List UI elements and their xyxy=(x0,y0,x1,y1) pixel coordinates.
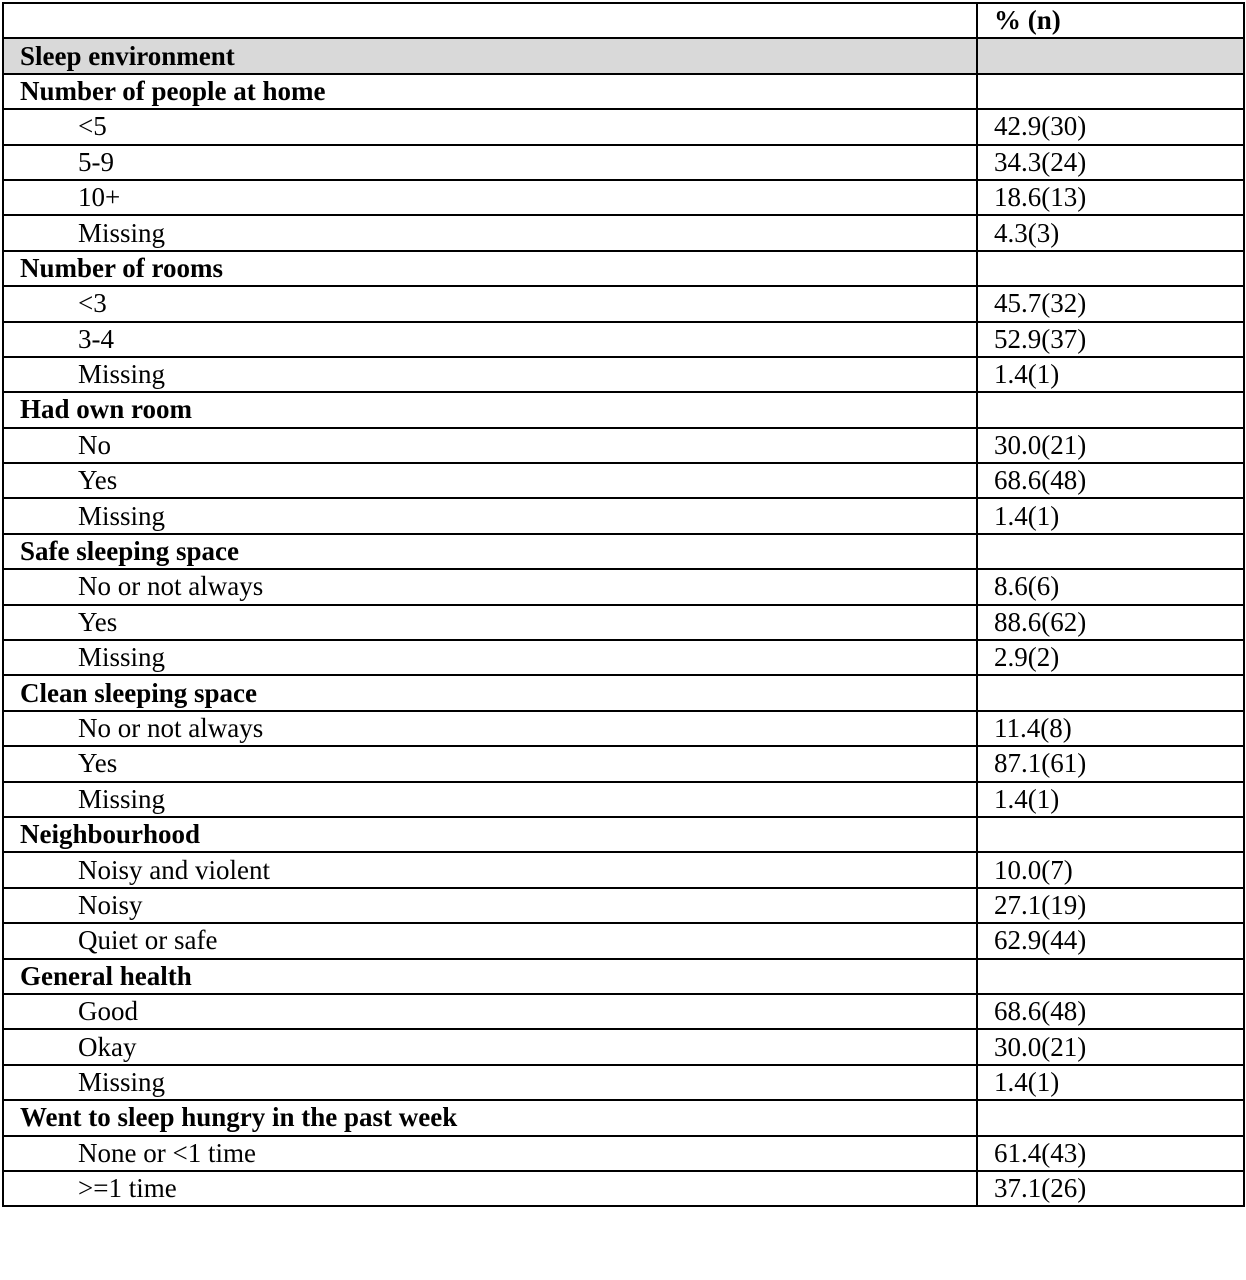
row-value: 87.1(61) xyxy=(977,746,1244,781)
table-row xyxy=(3,215,1244,250)
row-label: Missing xyxy=(3,782,977,817)
row-label: No xyxy=(3,428,977,463)
row-value: 37.1(26) xyxy=(977,1171,1244,1206)
row-value: 42.9(30) xyxy=(977,109,1244,144)
variable-value-cell xyxy=(977,251,1244,286)
row-value: 61.4(43) xyxy=(977,1136,1244,1171)
sleep-environment-table xyxy=(2,2,1245,1207)
section-row xyxy=(3,38,1244,73)
table-row xyxy=(3,322,1244,357)
table-row xyxy=(3,994,1244,1029)
row-label: Missing xyxy=(3,215,977,250)
variable-title: Had own room xyxy=(3,392,977,427)
variable-title: Went to sleep hungry in the past week xyxy=(3,1100,977,1135)
row-label: >=1 time xyxy=(3,1171,977,1206)
row-value: 27.1(19) xyxy=(977,888,1244,923)
variable-value-cell xyxy=(977,959,1244,994)
row-value: 1.4(1) xyxy=(977,782,1244,817)
table-row xyxy=(3,463,1244,498)
table-row xyxy=(3,711,1244,746)
header-value-cell: % (n) xyxy=(977,3,1244,38)
variable-value-cell xyxy=(977,534,1244,569)
header-label-cell xyxy=(3,3,977,38)
table-row xyxy=(3,888,1244,923)
row-label: Yes xyxy=(3,746,977,781)
table-row xyxy=(3,180,1244,215)
variable-value-cell xyxy=(977,1100,1244,1135)
row-value: 68.6(48) xyxy=(977,994,1244,1029)
table-row xyxy=(3,923,1244,958)
table-header-row xyxy=(3,3,1244,38)
row-label: 10+ xyxy=(3,180,977,215)
variable-row xyxy=(3,817,1244,852)
row-value: 1.4(1) xyxy=(977,498,1244,533)
table-row xyxy=(3,286,1244,321)
table-row xyxy=(3,1136,1244,1171)
table-body xyxy=(3,3,1244,1206)
table-row xyxy=(3,852,1244,887)
table-row xyxy=(3,145,1244,180)
row-label: Yes xyxy=(3,463,977,498)
table-row xyxy=(3,1065,1244,1100)
table-row xyxy=(3,109,1244,144)
row-value: 30.0(21) xyxy=(977,1029,1244,1064)
row-value: 45.7(32) xyxy=(977,286,1244,321)
table-row xyxy=(3,640,1244,675)
variable-row xyxy=(3,675,1244,710)
table-row xyxy=(3,746,1244,781)
row-label: Good xyxy=(3,994,977,1029)
row-label: Missing xyxy=(3,1065,977,1100)
row-label: Noisy xyxy=(3,888,977,923)
row-label: Noisy and violent xyxy=(3,852,977,887)
row-value: 11.4(8) xyxy=(977,711,1244,746)
row-label: Okay xyxy=(3,1029,977,1064)
table-row xyxy=(3,357,1244,392)
row-label: Quiet or safe xyxy=(3,923,977,958)
row-label: <5 xyxy=(3,109,977,144)
row-value: 2.9(2) xyxy=(977,640,1244,675)
section-value-cell xyxy=(977,38,1244,73)
variable-title: Number of people at home xyxy=(3,74,977,109)
table-row xyxy=(3,1029,1244,1064)
table-row xyxy=(3,569,1244,604)
variable-row xyxy=(3,251,1244,286)
table-row xyxy=(3,498,1244,533)
row-value: 68.6(48) xyxy=(977,463,1244,498)
variable-value-cell xyxy=(977,392,1244,427)
row-value: 52.9(37) xyxy=(977,322,1244,357)
row-label: 5-9 xyxy=(3,145,977,180)
row-label: No or not always xyxy=(3,711,977,746)
row-label: Missing xyxy=(3,498,977,533)
variable-row xyxy=(3,959,1244,994)
row-value: 62.9(44) xyxy=(977,923,1244,958)
row-value: 4.3(3) xyxy=(977,215,1244,250)
row-value: 1.4(1) xyxy=(977,357,1244,392)
row-label: 3-4 xyxy=(3,322,977,357)
section-title: Sleep environment xyxy=(3,38,977,73)
table-row xyxy=(3,428,1244,463)
variable-value-cell xyxy=(977,817,1244,852)
row-value: 1.4(1) xyxy=(977,1065,1244,1100)
row-value: 8.6(6) xyxy=(977,569,1244,604)
variable-row xyxy=(3,1100,1244,1135)
row-label: Missing xyxy=(3,640,977,675)
variable-value-cell xyxy=(977,74,1244,109)
row-label: <3 xyxy=(3,286,977,321)
variable-title: General health xyxy=(3,959,977,994)
row-value: 34.3(24) xyxy=(977,145,1244,180)
row-label: Missing xyxy=(3,357,977,392)
variable-title: Safe sleeping space xyxy=(3,534,977,569)
table-row xyxy=(3,782,1244,817)
row-value: 30.0(21) xyxy=(977,428,1244,463)
variable-title: Neighbourhood xyxy=(3,817,977,852)
table-row xyxy=(3,605,1244,640)
row-label: Yes xyxy=(3,605,977,640)
row-value: 18.6(13) xyxy=(977,180,1244,215)
variable-row xyxy=(3,74,1244,109)
variable-row xyxy=(3,534,1244,569)
variable-value-cell xyxy=(977,675,1244,710)
row-value: 88.6(62) xyxy=(977,605,1244,640)
table-row xyxy=(3,1171,1244,1206)
row-label: No or not always xyxy=(3,569,977,604)
variable-row xyxy=(3,392,1244,427)
variable-title: Number of rooms xyxy=(3,251,977,286)
variable-title: Clean sleeping space xyxy=(3,675,977,710)
row-label: None or <1 time xyxy=(3,1136,977,1171)
row-value: 10.0(7) xyxy=(977,852,1244,887)
